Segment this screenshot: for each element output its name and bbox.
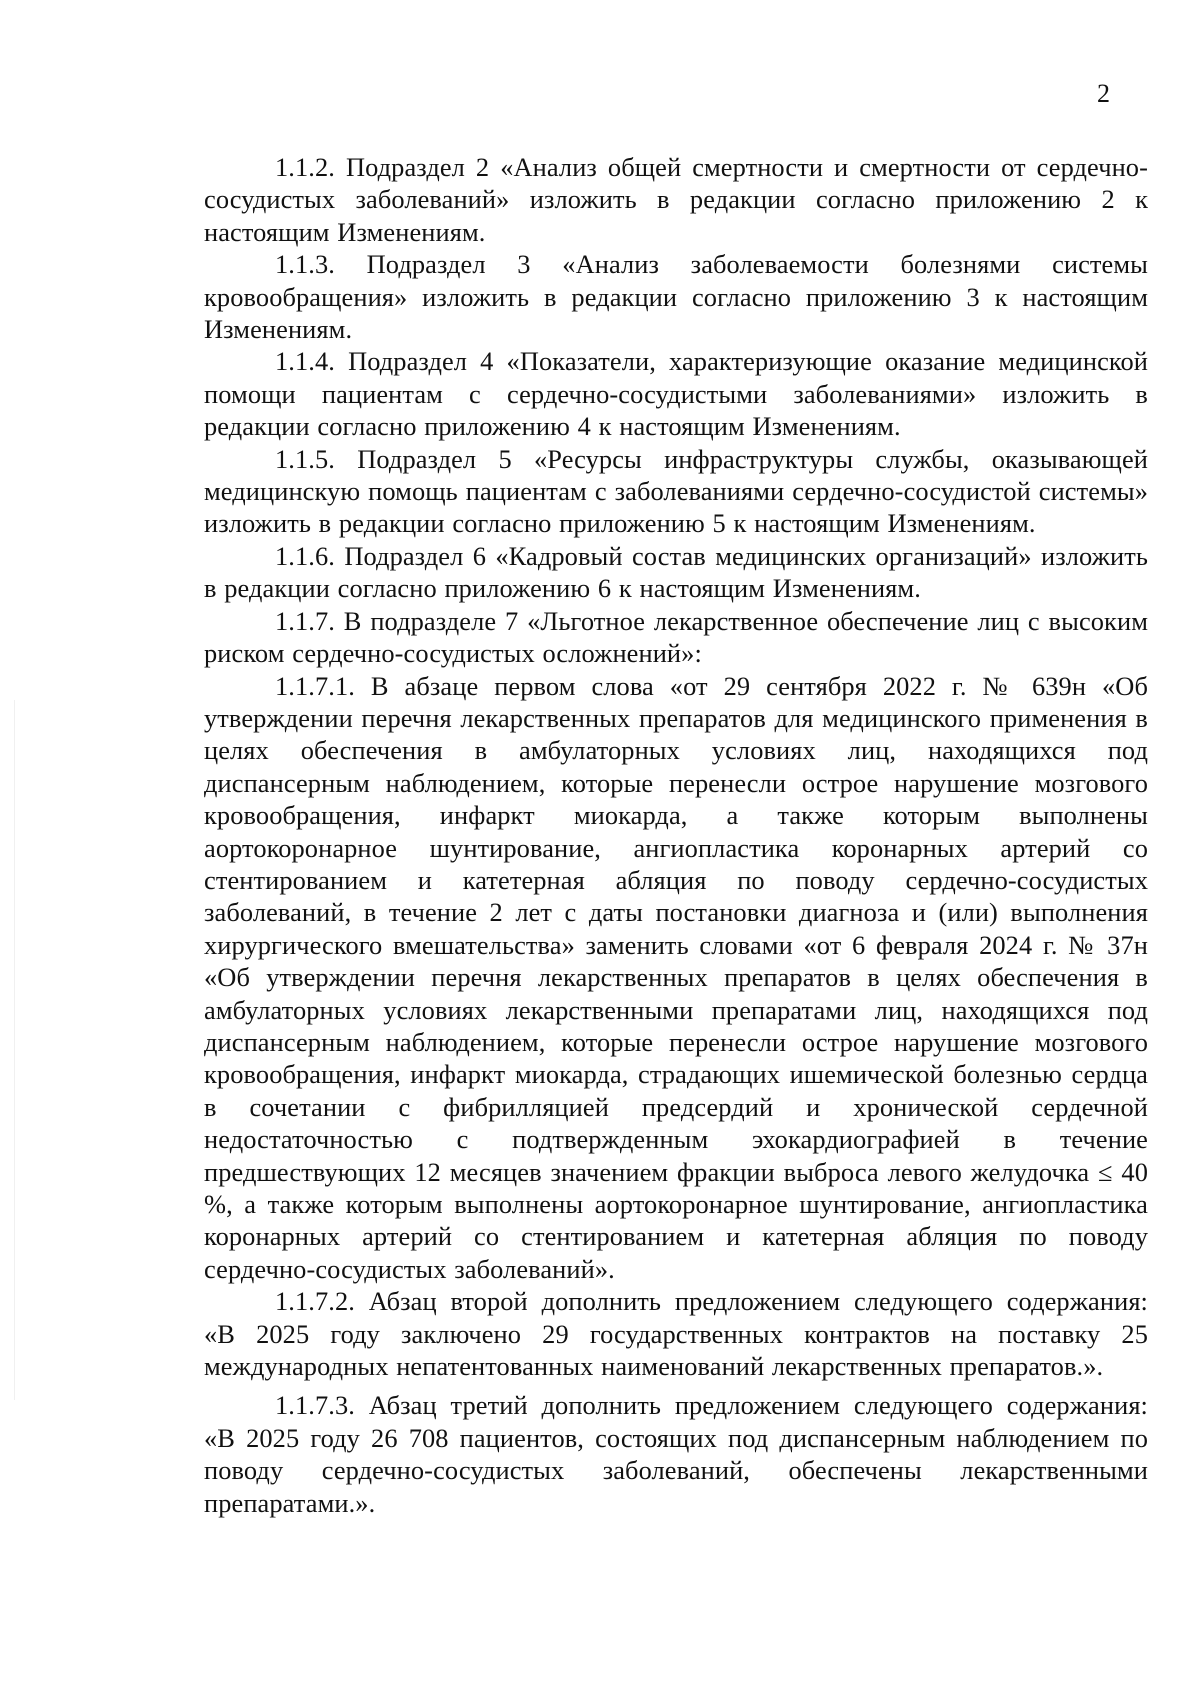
paragraph-1-1-7: 1.1.7. В подразделе 7 «Льготное лекарственное обеспечение лиц с высоким риском сердечно-сосудистых осложнений»:: [204, 605, 1148, 669]
paragraph-1-1-5: 1.1.5. Подраздел 5 «Ресурсы инфраструктуры службы, оказывающей медицинскую помощь пациентам с заболеваниями сердечно-сосудистой системы» изложить в редакции согласно приложению 5 к настоящим Изменениям.: [204, 443, 1148, 539]
paragraph-1-1-2: 1.1.2. Подраздел 2 «Анализ общей смертности и смертности от сердечно-сосудистых заболеваний» изложить в редакции согласно приложению 2 к настоящим Изменениям.: [204, 152, 1148, 247]
paragraph-1-1-7-3: 1.1.7.3. Абзац третий дополнить предложением следующего содержания: «В 2025 году 26 708 пациентов, состоящих под диспансерным наблюдением по поводу сердечно-сосудистых заболеваний, обеспечены лекарственными препаратами.».: [204, 1390, 1148, 1518]
paragraph-1-1-6: 1.1.6. Подраздел 6 «Кадровый состав медицинских организаций» изложить в редакции согласно приложению 6 к настоящим Изменениям.: [204, 540, 1148, 604]
paragraph-1-1-3: 1.1.3. Подраздел 3 «Анализ заболеваемости болезнями системы кровообращения» изложить в редакции согласно приложению 3 к настоящим Изменениям.: [204, 249, 1148, 345]
paragraph-1-1-7-2: 1.1.7.2. Абзац второй дополнить предложением следующего содержания: «В 2025 году заключено 29 государственных контрактов на поставку 25 международных непатентованных наименований лекарственных препаратов.».: [204, 1286, 1148, 1382]
scan-edge-line: [14, 700, 15, 1400]
page-number: 2: [1097, 79, 1110, 108]
paragraph-1-1-7-1: 1.1.7.1. В абзаце первом слова «от 29 сентября 2022 г. № 639н «Об утверждении перечня лекарственных препаратов для медицинского применения в целях обеспечения в амбулаторных условиях лиц, находящихся под диспансерным наблюдением, которые перенесли острое нарушение мозгового кровообращения, инфаркт миокарда, а также которым выполнены аортокоронарное шунтирование, ангиопластика коронарных артерий со стентированием и катетерная абляция по поводу сердечно-сосудистых заболеваний, в течение 2 лет с даты постановки диагноза и (или) выполнения хирургического вмешательства» заменить словами «от 6 февраля 2024 г. № 37н «Об утверждении перечня лекарственных препаратов в целях обеспечения в амбулаторных условиях лекарственными препаратами лиц, находящихся под диспансерным наблюдением, которые перенесли острое нарушение мозгового кровообращения, инфаркт миокарда, страдающих ишемической болезнью сердца в сочетании с фибрилляцией предсердий и хронической сердечной недостаточностью с подтвержденным эхокардиографией в течение предшествующих 12 месяцев значением фракции выброса левого желудочка ≤ 40 %, а также которым выполнены аортокоронарное шунтирование, ангиопластика коронарных артерий со стентированием и катетерная абляция по поводу сердечно-сосудистых заболеваний».: [204, 670, 1148, 1284]
paragraph-1-1-4: 1.1.4. Подраздел 4 «Показатели, характеризующие оказание медицинской помощи пациентам с сердечно-сосудистыми заболеваниями» изложить в редакции согласно приложению 4 к настоящим Изменениям.: [204, 346, 1148, 442]
document-body: [204, 151, 1148, 1519]
